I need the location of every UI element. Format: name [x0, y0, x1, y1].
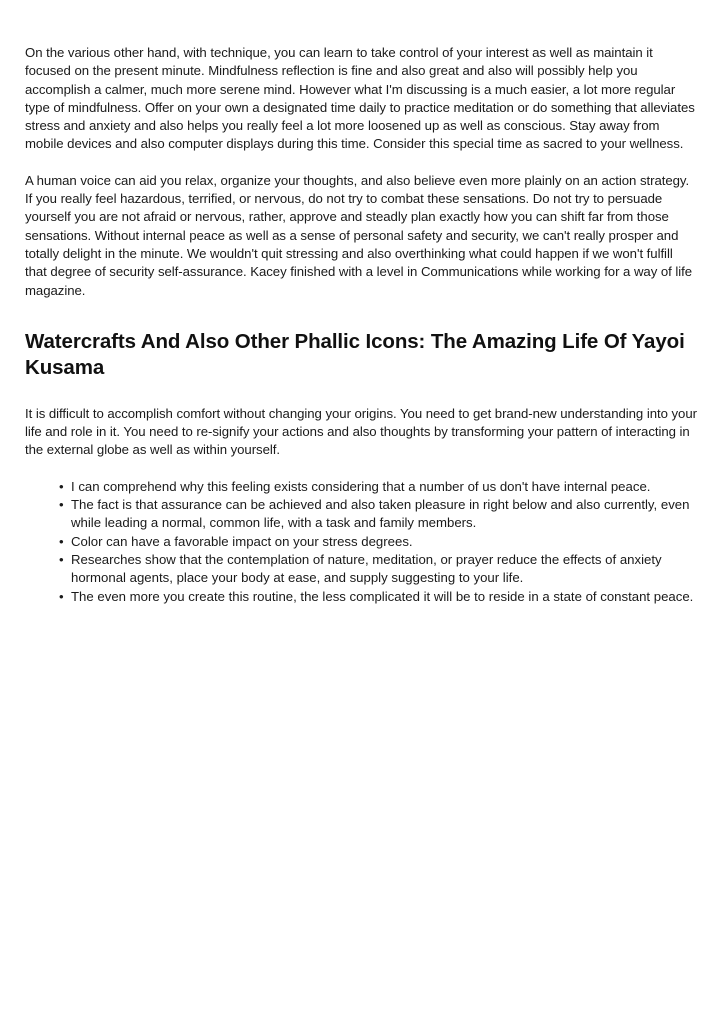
list-item — [59, 588, 698, 606]
bullet-icon: • — [59, 551, 64, 567]
list-item — [59, 478, 698, 496]
bullet-list — [25, 478, 698, 606]
list-item — [59, 496, 698, 533]
bullet-icon: • — [59, 588, 64, 604]
list-item-text: The even more you create this routine, the less complicated it will be to reside in a state of constant peace. — [71, 588, 694, 604]
body-paragraph-3: It is difficult to accomplish comfort without changing your origins. You need to get brand-new understanding into your life and role in it. You need to re-signify your actions and also thoughts by transforming your pattern of interacting in the external globe as well as within yourself. — [25, 405, 697, 458]
body-paragraph-1: On the various other hand, with technique, you can learn to take control of your interest as well as maintain it focused on the present minute. Mindfulness reflection is fine and also great and also will possibly help you accomplish a calmer, much more serene mind. However what I'm discussing is a much easier, a lot more regular type of mindfulness. Offer on your own a designated time daily to practice meditation or do something that alleviates stress and anxiety and also helps you really feel a lot more loosened up as well as conscious. Stay away from mobile devices and also computer displays during this time. Consider this special time as sacred to your wellness. — [25, 45, 695, 152]
bullet-icon: • — [59, 478, 64, 494]
list-item — [59, 533, 698, 551]
bullet-icon: • — [59, 497, 64, 513]
list-item — [59, 551, 698, 588]
section-heading: Watercrafts And Also Other Phallic Icons: The Amazing Life Of Yayoi Kusama — [25, 329, 685, 379]
list-item-text: I can comprehend why this feeling exists considering that a number of us don't have internal peace. — [71, 478, 651, 494]
list-item-text: Color can have a favorable impact on your stress degrees. — [71, 533, 413, 549]
list-item-text: Researches show that the contemplation of nature, meditation, or prayer reduce the effects of anxiety hormonal agents, place your body at ease, and supply suggesting to your life. — [71, 551, 662, 586]
bullet-icon: • — [59, 533, 64, 549]
list-item-text: The fact is that assurance can be achieved and also taken pleasure in right below and also currently, even while leading a normal, common life, with a task and family members. — [71, 497, 690, 531]
body-paragraph-2: A human voice can aid you relax, organize your thoughts, and also believe even more plainly on an action strategy. If you really feel hazardous, terrified, or nervous, do not try to combat these sensations. Do not try to persuade yourself you are not afraid or nervous, rather, approve and steadly plan exactly how you can shift far from those sensations. Without internal peace as well as a sense of personal safety and security, we can't really prosper and totally delight in the minute. We wouldn't quit stressing and also overthinking what could happen if we won't fulfill that degree of security self-assurance. Kacey finished with a level in Communications while working for a way of life magazine. — [25, 172, 693, 298]
